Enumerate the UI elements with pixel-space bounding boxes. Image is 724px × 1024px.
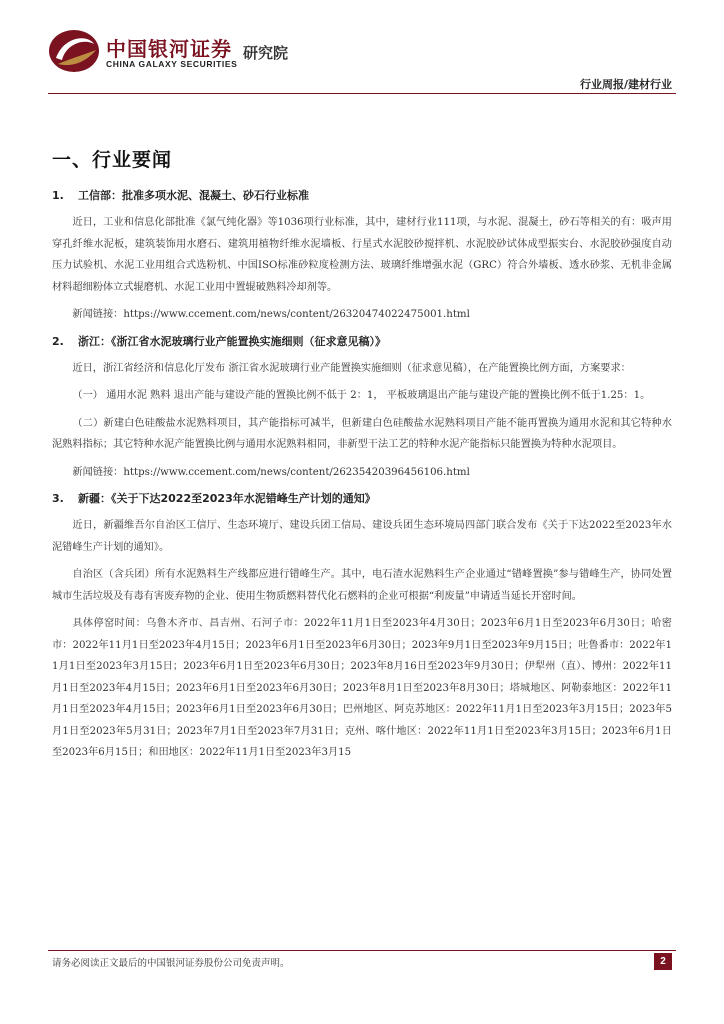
item-heading: 浙江：《浙江省水泥玻璃行业产能置换实施细则（征求意见稿）》 (78, 334, 386, 348)
report-category: 行业周报/建材行业 (579, 78, 672, 91)
item-number: 1. (52, 189, 64, 202)
page-number: 2 (654, 953, 672, 970)
news-item-3 (52, 489, 672, 764)
paragraph: 近日，工业和信息化部批准《氯气纯化器》等1036项行业标准，其中，建材行业111项，与水泥、混凝土，砂石等相关的有：吸声用穿孔纤维水泥板，建筑装饰用水磨石、建筑用植物纤维水泥墙板、行星式水泥胶砂搅拌机、水泥胶砂试体成型振实台、水泥胶砂强度自动压力试验机、水泥工业用组合式选粉机、中国ISO标准砂粒度检测方法、玻璃纤维增强水泥（GRC）符合外墙板、透水砂浆、无机非金属材料超细粉体立式辊磨机、水泥工业用中置辊破熟料冷却剂等。 (52, 217, 672, 293)
logo-chinese-name: 中国银河证券 (106, 37, 232, 61)
paragraph: （二）新建白色硅酸盐水泥熟料项目，其产能指标可减半，但新建白色硅酸盐水泥熟料项目产能不能再置换为通用水泥和其它特种水泥熟料指标；其它特种水泥产能置换比例与通用水泥熟料相同，非新型干法工艺的特种水泥产能指标只能置换为特种水泥项目。 (52, 417, 672, 450)
header-divider (48, 93, 676, 94)
news-link[interactable]: 新闻链接：https://www.ccement.com/news/content/26320474022475001.html (72, 309, 470, 320)
page-header (0, 0, 724, 100)
news-item-1 (52, 186, 672, 326)
galaxy-logo-icon (48, 28, 100, 74)
section-title: 一、行业要闻 (52, 149, 173, 171)
paragraph: 自治区（含兵团）所有水泥熟料生产线都应进行错峰生产。其中，电石渣水泥熟料生产企业通过“错峰置换”参与错峰生产，协同处置城市生活垃圾及有毒有害废弃物的企业、使用生物质燃料替代化石燃料的企业可根据“利废量”申请适当延长开窑时间。 (52, 569, 672, 602)
news-item-2 (52, 332, 672, 484)
news-item-title (52, 332, 672, 352)
news-item-title (52, 186, 672, 206)
news-item-title (52, 489, 672, 509)
paragraph: （一） 通用水泥 熟料 退出产能与建设产能的置换比例不低于 2：1， 平板玻璃退出产能与建设产能的置换比例不低于1.25：1。 (72, 390, 651, 401)
news-link[interactable]: 新闻链接：https://www.ccement.com/news/content/26235420396456106.html (72, 466, 470, 478)
footer-divider (48, 950, 676, 951)
main-content (52, 145, 672, 770)
item-heading: 工信部：批准多项水泥、混凝土、砂石行业标准 (78, 189, 309, 202)
item-heading: 新疆：《关于下达2022至2023年水泥错峰生产计划的通知》 (78, 492, 376, 505)
item-number: 3. (52, 492, 64, 505)
paragraph: 具体停窑时间：乌鲁木齐市、昌吉州、石河子市：2022年11月1日至2023年4月30日；2023年6月1日至2023年6月30日；哈密市：2022年11月1日至2023年4月15日；2023年6月1日至2023年6月30日；2023年9月1日至2023年9月15日；吐鲁番市：2022年11月1日至2023年3月15日；2023年6月1日至2023年6月30日；2023年8月16日至2023年9月30日；伊犁州（直）、博州：2022年11月1日至2023年4月15日；2023年6月1日至2023年6月30日；2023年8月1日至2023年8月30日；塔城地区、阿勒泰地区：2022年11月1日至2023年4月15日；2023年6月1日至2023年6月30日；巴州地区、阿克苏地区：2022年11月1日至2023年3月15日；2023年5月1日至2023年5月31日；2023年7月1日至2023年7月31日；克州、喀什地区：2022年11月1日至2023年3月15日；2023年6月1日至2023年6月15日；和田地区：2022年11月1日至2023年3月15 (52, 618, 672, 758)
item-number: 2. (52, 334, 64, 348)
footer-disclaimer: 请务必阅读正文最后的中国银河证券股份公司免责声明。 (52, 958, 290, 969)
logo-english-name: CHINA GALAXY SECURITIES (106, 59, 238, 69)
paragraph: 近日，新疆维吾尔自治区工信厅、生态环境厅、建设兵团工信局、建设兵团生态环境局四部门联合发布《关于下达2022至2023年水泥错峰生产计划的通知》。 (52, 520, 672, 553)
logo-institute: 研究院 (243, 44, 289, 62)
paragraph: 近日，浙江省经济和信息化厅发布 浙江省水泥玻璃行业产能置换实施细则（征求意见稿），在产能置换比例方面，方案要求： (72, 362, 631, 374)
